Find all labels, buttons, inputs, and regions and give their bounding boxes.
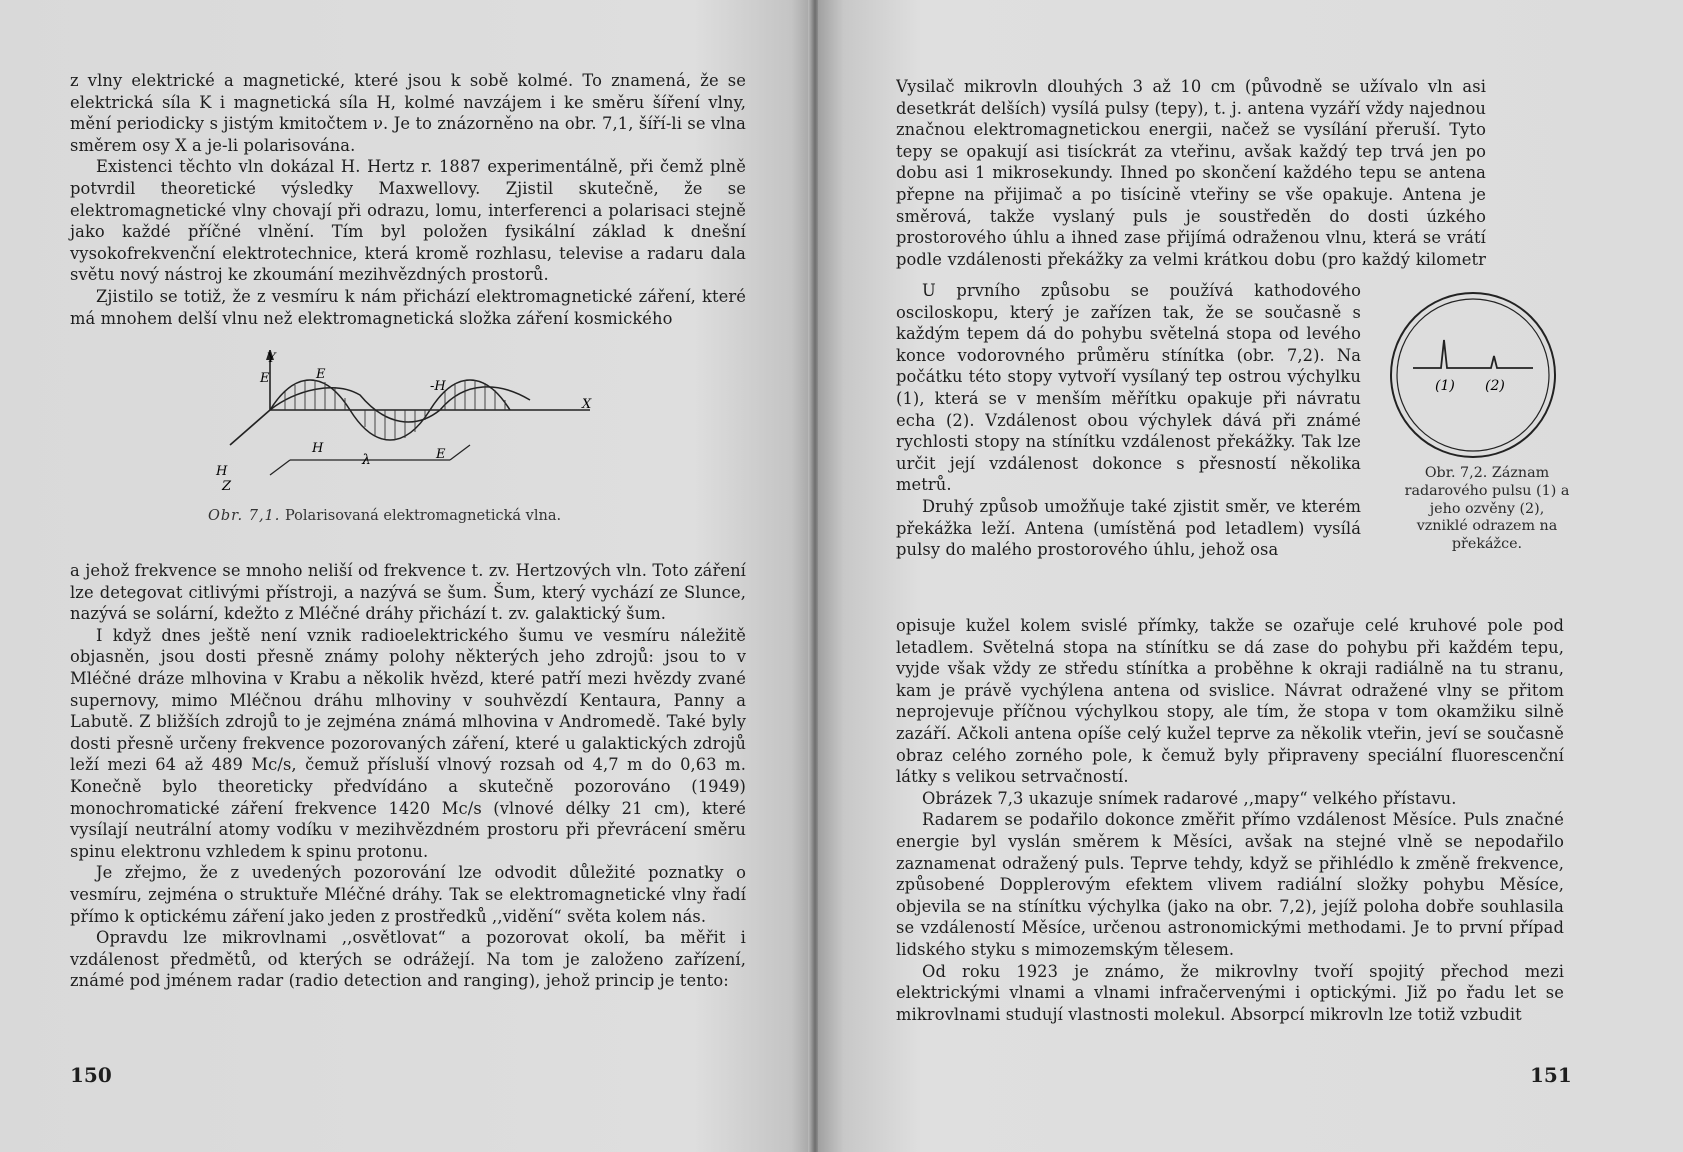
caption-text: Polarisovaná elektromagnetická vlna. [285,508,562,524]
caption-label: Obr. 7,1. [208,508,281,524]
left-page [0,0,816,1152]
label-minus-h: -H [430,379,446,394]
figure-caption [208,508,561,524]
label-e-axis: E [260,371,270,386]
label-e-wave: E [316,367,326,382]
oscilloscope-figure [1373,290,1573,465]
pulse-label-2: (2) [1485,378,1505,394]
left-text-bottom [70,560,746,992]
figure-caption: Obr. 7,2. Záznam radarového pulsu (1) a jeho ozvěny (2), vzniklé odrazem na překážce. [1404,465,1570,553]
paragraph: Obrázek 7,3 ukazuje snímek radarové ,,mapy“ velkého přístavu. [922,788,1457,808]
paragraph: Od roku 1923 je známo, že mikrovlny tvoří spojitý přechod mezi elektrickými vlnami a vlnami infračervenými i optickými. Již po řadu let se mikrovlnami studují vlastnosti molekul. Absorpcí mikrovln lze totiž vzbudit [896,961,1564,1024]
paragraph: Opravdu lze mikrovlnami ,,osvětlovat“ a pozorovat okolí, ba měřit i vzdálenost předmětů, od kterých se odrážejí. Na tom je založeno zařízení, známé pod jménem radar (radio detection and ranging), jehož princip je tento: [70,928,746,991]
paragraph: Vysilač mikrovln dlouhých 3 až 10 cm (původně se užívalo vln asi desetkrát delších) vysílá pulsy (tepy), t. j. antena vyzáří vždy najednou značnou elektromagnetickou energii, načež se vysílání přeruší. Tyto tepy se opakují asi tisíckrát za vteřinu, avšak každý tep trvá jen po dobu asi 1 mikrosekundy. Ihned po skončení každého tepu se antena přepne na přijimač a po tisícině vteřiny se vše opakuje. Antena je směrová, takže vyslaný puls je soustředěn do dosti úzkého prostorového úhlu a ihned zase přijímá odraženou vlnu, která se vrátí podle vzdálenosti překážky za velmi krátkou dobu (pro každý kilometr [896,77,1486,269]
paragraph: Radarem se podařilo dokonce změřit přímo vzdálenost Měsíce. Puls značné energie byl vyslán směrem k Měsíci, avšak na stejné vlně se nepodařilo zaznamenat odražený puls. Teprve tehdy, když se přihlédlo k změně frekvence, způsobené Dopplerovým efektem vlivem radiální složky pohybu Měsíce, objevila se na stínítku výchylka (jako na obr. 7,2), jejíž poloha dobře souhlasila se vzdáleností Měsíce, určenou astronomickými methodami. Je to první případ lidského styku s mimozemským tělesem. [896,810,1564,959]
label-h-axis: H [216,464,228,479]
paragraph: U prvního způsobu se používá kathodového osciloskopu, který je zařízen tak, že se současně s každým tepem dá do pohybu světelná stopa od levého konce vodorovného průměru stínítka (obr. 7,2). Na počátku této stopy vytvoří vysílaný tep ostrou výchylku (1), která se v menším měřítku opakuje při návratu echa (2). Vzdálenost obou výchylek dává při známé rychlosti stopy na stínítku vzdálenost překážky. Tak lze určit její vzdálenost dokonce s přesností několika metrů. [896,281,1361,495]
label-lambda: λ [362,452,371,468]
paragraph: Druhý způsob umožňuje také zjistit směr, ve kterém překážka leží. Antena (umístěná pod letadlem) vysílá pulsy do malého prostorového úhlu, jehož osa [896,496,1361,560]
paragraph: I když dnes ještě není vznik radioelektrického šumu ve vesmíru náležitě objasněn, jsou dosti přesně známy polohy některých jeho zdrojů: jsou to v Mléčné dráze mlhovina v Krabu a několik hvězd, které patří mezi hvězdy zvané supernovy, mimo Mléčnou dráhu mlhoviny v souhvězdí Kentaura, Panny a Labutě. Z bližších zdrojů to je zejména známá mlhovina v Andromedě. Také byly dosti přesně určeny frekvence pozorovaných záření, které u galaktických zdrojů leží mezi 64 až 489 Mc/s, čemuž přísluší vlnový rozsah od 4,7 m do 0,63 m. Konečně bylo theoreticky předvídáno a skutečně pozorováno (1949) monochromatické záření frekvence 1420 Mc/s (vlnové délky 21 cm), které vysílají neutrální atomy vodíku v mezihvězdném prostoru při převrácení směru spinu elektronu vzhledem k spinu protonu. [70,625,746,861]
paragraph: Existenci těchto vln dokázal H. Hertz r. 1887 experimentálně, při čemž plně potvrdil theoretické výsledky Maxwellovy. Zjistil skutečně, že se elektromagnetické vlny chovají při odrazu, lomu, interferenci a polarisaci stejně jako každé příčné vlnění. Tím byl položen fysikální základ k dnešní vysokofrekvenční elektrotechnice, která kromě rozhlasu, televise a radaru dala světu nový nástroj ke zkoumání mezihvězdných prostorů. [70,157,746,285]
label-e-bottom: E [436,447,446,462]
page-number: 151 [1530,1063,1572,1087]
paragraph: opisuje kužel kolem svislé přímky, takže se ozařuje celé kruhové pole pod letadlem. Světelná stopa na stínítku se dá zase do pohybu při každém tepu, vyjde však vždy ze středu stínítka a proběhne k okraji radiálně na tu stranu, kam je právě vychýlena antena od svislice. Návrat odražené vlny se přitom neprojevuje příčnou výchylkou stopy, ale tím, že stopa v tom okamžiku silně zazáří. Ačkoli antena opíše celý kužel teprve za několik vteřin, jeví se současně obraz celého zorného pole, k čemuž byly připraveny speciální fluorescenční látky s velikou setrvačností. [896,616,1564,787]
right-text-bottom [896,615,1564,1025]
right-page [818,0,1683,1152]
label-h-wave: H [312,441,324,456]
paragraph: Zjistilo se totiž, že z vesmíru k nám přichází elektromagnetické záření, které má mnohem delší vlnu než elektromagnetická složka záření kosmického [70,286,746,328]
label-y: Y [267,351,276,366]
polarized-wave-figure [200,350,630,530]
label-x: X [582,397,592,412]
paragraph: Je zřejmo, že z uvedených pozorování lze odvodit důležité poznatky o vesmíru, zejména o struktuře Mléčné dráhy. Tak se elektromagnetické vlny řadí přímo k optickému záření jako jeden z prostředků ,,vidění“ světa kolem nás. [70,863,746,926]
paragraph: z vlny elektrické a magnetické, které jsou k sobě kolmé. To znamená, že se elektrická síla K i magnetická síla H, kolmé navzájem i ke směru šíření vlny, mění periodicky s jistým kmitočtem ν. Je to znázorněno na obr. 7,1, šíří-li se vlna směrem osy X a je-li polarisována. [70,71,746,155]
pulse-label-1: (1) [1435,378,1455,394]
paragraph: a jehož frekvence se mnoho neliší od frekvence t. zv. Hertzových vln. Toto záření lze detegovat citlivými přístroji, a nazývá se šum. Šum, který vychází ze Slunce, nazývá se solární, kdežto z Mléčné dráhy přichází t. zv. galaktický šum. [70,561,746,624]
page-number: 150 [70,1063,112,1087]
label-z: Z [222,479,232,494]
right-text-top [896,76,1486,270]
right-text-wrap [896,280,1361,561]
left-text-top [70,70,746,329]
